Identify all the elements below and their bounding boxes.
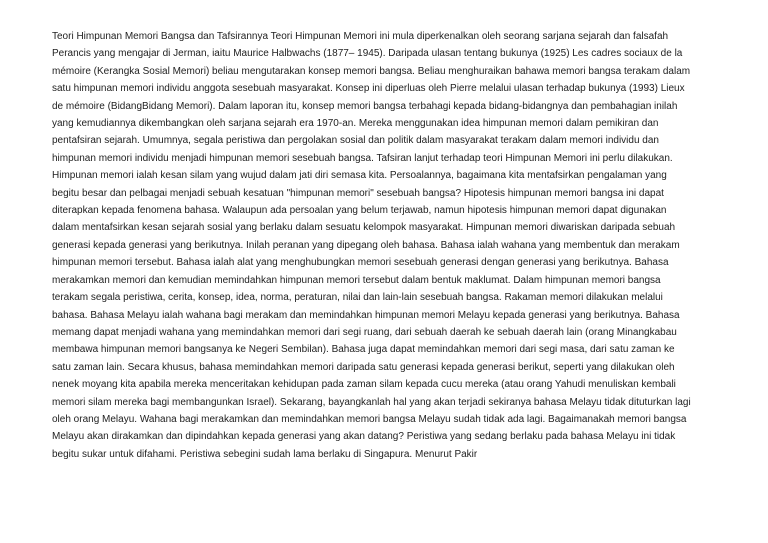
text-line: himpunan memori individu menjadi himpunan memori sesebuah bangsa. Tafsiran lanjut terhadap teori Himpunan Memori ini perlu dilakukan.	[52, 152, 673, 164]
text-line: Himpunan memori ialah kesan silam yang wujud dalam jati diri semasa kita. Persoalannya, bagaimana kita mentafsirkan pengalaman yang	[52, 170, 667, 182]
text-line: mémoire (Kerangka Sosial Memori) beliau mengutarakan konsep memori bangsa. Beliau menghuraikan bahawa memori bangsa terakam dalam	[52, 65, 691, 77]
text-line: Perancis yang mengajar di Jerman, iaitu Maurice Halbwachs (1877– 1945). Daripada ulasan tentang bukunya (1925) Les cadres sociaux de la	[52, 48, 683, 60]
text-line: memang dapat menjadi wahana yang memindahkan memori dari segi ruang, dari sebuah daerah ke sebuah daerah lain (orang Minangkabau	[52, 326, 677, 338]
text-line: nenek moyang kita apabila mereka menceritakan kehidupan pada zaman silam kepada cucu mereka (atau orang Yahudi menuliskan kembali	[52, 379, 676, 391]
text-line: yang kemudiannya dikembangkan oleh sarjana sejarah era 1970-an. Mereka menggunakan idea himpunan memori dalam pemikiran dan	[52, 118, 659, 130]
text-line: pentafsiran sejarah. Umumnya, segala peristiwa dan pergolakan sosial dan politik dalam masyarakat terakam dalam memori individu dan	[52, 135, 659, 147]
text-line: himpunan memori tersebut. Bahasa ialah alat yang menghubungkan memori sesebuah generasi dengan generasi yang berikutnya. Bahasa	[52, 257, 669, 269]
document-page	[52, 28, 694, 463]
text-line: satu himpunan memori individu anggota sesebuah masyarakat. Konsep ini diperluas oleh Pierre melalui ulasan terhadap bukunya (1993) Lieux	[52, 83, 685, 95]
text-line: membawa himpunan memori bangsanya ke Negeri Sembilan). Bahasa juga dapat memindahkan memori dari segi masa, dari satu zaman ke	[52, 344, 675, 356]
text-line: generasi kepada generasi yang berikutnya. Inilah peranan yang dipegang oleh bahasa. Bahasa ialah wahana yang membentuk dan merakam	[52, 239, 680, 251]
text-line: oleh orang Melayu. Wahana bagi merakamkan dan memindahkan memori bangsa Melayu sudah tidak ada lagi. Bagaimanakah memori bangsa	[52, 413, 687, 425]
text-line: Teori Himpunan Memori Bangsa dan Tafsirannya Teori Himpunan Memori ini mula diperkenalkan oleh seorang sarjana sejarah dan falsafah	[52, 31, 669, 42]
text-line: merakamkan memori dan kemudian memindahkan himpunan memori tersebut dalam bentuk maklumat. Dalam himpunan memori bangsa	[52, 274, 661, 286]
body-paragraph	[52, 28, 694, 463]
text-line: terakam segala peristiwa, cerita, konsep, idea, norma, peraturan, nilai dan lain-lain sesebuah bangsa. Rakaman memori dilakukan melalui	[52, 292, 663, 304]
text-line: begitu besar dan pelbagai menjadi sebuah kesatuan "himpunan memori" sesebuah bangsa? Hipotesis himpunan memori bangsa ini dapat	[52, 187, 664, 199]
text-line: begitu sukar untuk difahami. Peristiwa sebegini sudah lama berlaku di Singapura. Menurut Pakir	[52, 448, 478, 460]
text-line: Melayu akan dirakamkan dan dipindahkan kepada generasi yang akan datang? Peristiwa yang sedang berlaku pada bahasa Melayu ini tidak	[52, 431, 676, 443]
text-line: satu zaman lain. Secara khusus, bahasa memindahkan memori daripada satu generasi kepada generasi berikut, seperti yang dilakukan oleh	[52, 361, 675, 373]
text-line: diterapkan kepada fenomena bahasa. Walaupun ada persoalan yang belum terjawab, namun hipotesis himpunan memori dapat digunakan	[52, 205, 667, 217]
text-line: memori silam mereka bagi membangunkan Israel). Sekarang, bayangkanlah hal yang akan terjadi sekiranya bahasa Melayu tidak dituturkan lagi	[52, 396, 691, 408]
text-line: bahasa. Bahasa Melayu ialah wahana bagi merakam dan memindahkan himpunan memori Melayu kepada generasi yang berikutnya. Bahasa	[52, 309, 680, 321]
text-line: dalam mentafsirkan kesan sejarah sosial yang berlaku dalam sesuatu kelompok masyarakat. Himpunan memori diwariskan daripada sebuah	[52, 222, 676, 234]
text-line: de mémoire (BidangBidang Memori). Dalam laporan itu, konsep memori bangsa terbahagi kepada bidang-bidangnya dan pembahagian inilah	[52, 100, 678, 112]
